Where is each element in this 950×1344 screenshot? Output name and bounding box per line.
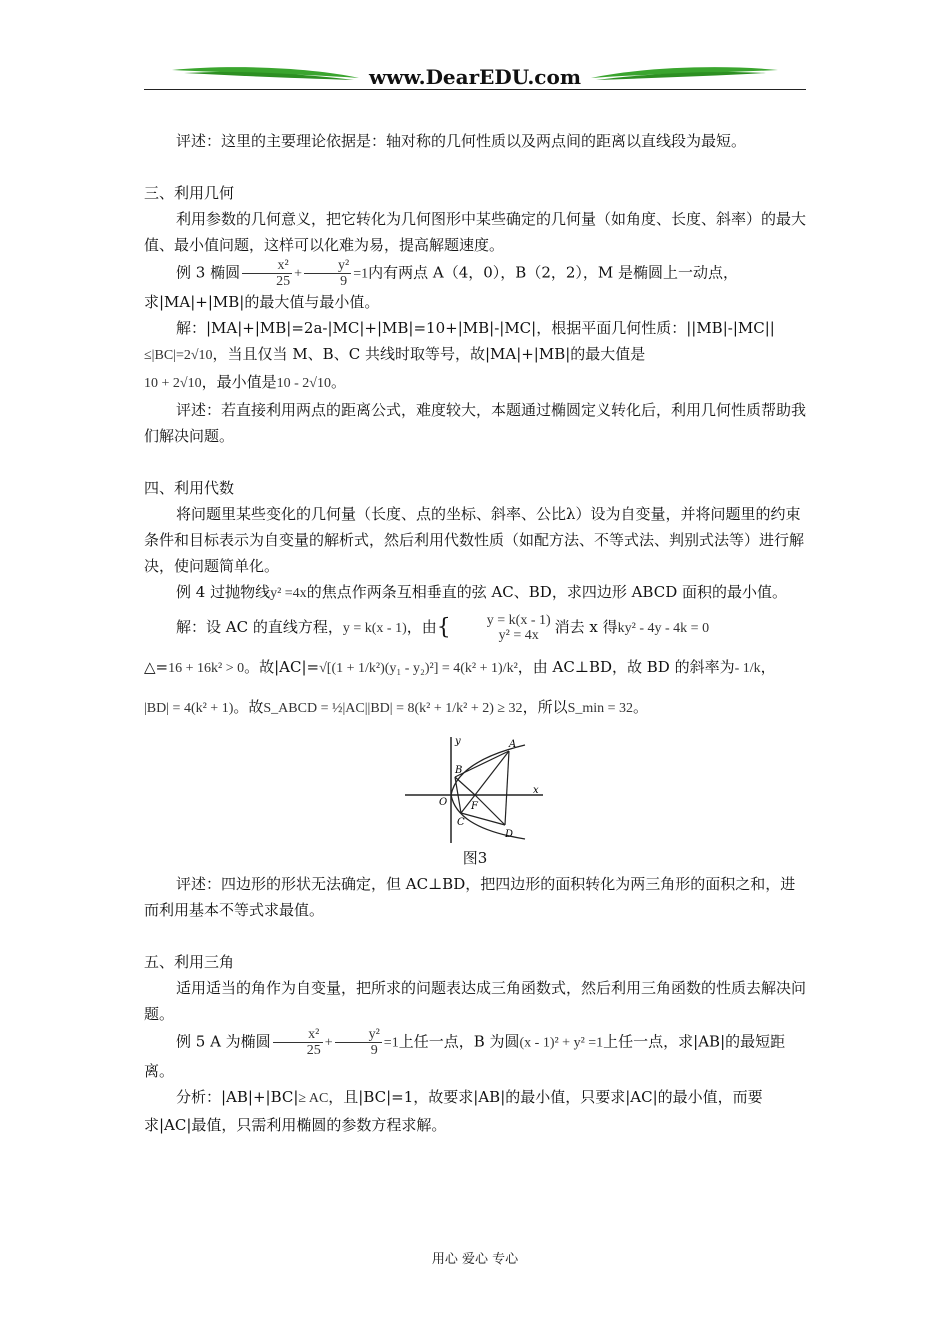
label-a: A bbox=[509, 739, 517, 750]
label-d: D bbox=[505, 829, 514, 840]
discriminant: 16 + 16k² > 0 bbox=[168, 661, 245, 676]
article-body bbox=[144, 128, 806, 1138]
example-3-lead: 例 3 椭圆 bbox=[176, 263, 241, 282]
min-area: S_min = 32 bbox=[567, 701, 634, 716]
ellipse-fraction-y: $\frac{\text{y²}}{9}$ bbox=[304, 258, 351, 289]
section-3-intro: 利用参数的几何意义，把它转化为几何图形中某些确定的几何量（如角度、长度、斜率）的最大值、最小值问题，这样可以化难为易，提高解题速度。 bbox=[144, 210, 807, 254]
review-4: 评述：四边形的形状无法确定，但 AC⊥BD，把四边形的面积转化为两三角形的面积之和，进而利用基本不等式求最值。 bbox=[144, 875, 796, 919]
label-y: y bbox=[455, 736, 461, 747]
label-x: x bbox=[533, 785, 539, 796]
parabola-equation: y² =4x bbox=[270, 586, 307, 601]
example-3: 例 3 椭圆 $\frac{\text{x²}}{25}$ + $\frac{\text{y²}}{9}$ =1内有两点 A（4，0），B（2，2），M 是椭圆上一动点，求|MA|+|MB|的最大值与最小值。 bbox=[144, 258, 739, 311]
section-heading-5: 五、利用三角 bbox=[144, 953, 235, 971]
solution-4-line-1: 解：设 AC 的直线方程，y = k(x - 1)，由{ y = k(x - 1) y² = 4x 消去 x 得ky² - 4y - 4k = 0 bbox=[176, 613, 710, 643]
section-heading-3: 三、利用几何 bbox=[144, 184, 235, 202]
solution-4-line-3: |BD| = 4(k² + 1)。故S_ABCD = ½|AC||BD| = 8(k² + 1/k² + 2) ≥ 32，所以S_min = 32。 bbox=[144, 698, 649, 716]
parabola-diagram bbox=[405, 735, 545, 845]
ac-length: √[(1 + 1/k²)(y₁ - y₂)²] = 4(k² + 1)/k² bbox=[319, 661, 518, 676]
example-3-text: 内有两点 A（4，0），B（2，2），M 是椭圆上一动点，求|MA|+|MB|的最大值与最小值。 bbox=[144, 263, 739, 311]
bc-bound: ≤|BC|=2√10 bbox=[144, 348, 213, 363]
equation-system: y = k(x - 1) y² = 4x bbox=[486, 613, 551, 643]
figure-3 bbox=[144, 735, 806, 871]
section-heading-4: 四、利用代数 bbox=[144, 479, 235, 497]
review-paragraph-1: 评述：这里的主要理论依据是：轴对称的几何性质以及两点间的距离以直线段为最短。 bbox=[176, 132, 747, 150]
solution-3: 解：|MA|+|MB|=2a-|MC|+|MB|=10+|MB|-|MC|，根据平面几何性质：||MB|-|MC|| bbox=[176, 319, 775, 337]
section-5-intro: 适用适当的角作为自变量，把所求的问题表达成三角函数式，然后利用三角函数的性质去解决问题。 bbox=[144, 979, 807, 1023]
section-4-intro: 将问题里某些变化的几何量（长度、点的坐标、斜率、公比λ）设为自变量，并将问题里的约束条件和目标表示为自变量的解析式，然后利用代数性质（如配方法、不等式法、判别式法等）进行解决，使问题简单化。 bbox=[144, 505, 805, 575]
area-expression: S_ABCD = ½|AC||BD| = 8(k² + 1/k² + 2) ≥ 32 bbox=[263, 701, 523, 716]
solution-4-line-2: △=16 + 16k² > 0。故|AC|=√[(1 + 1/k²)(y₁ - y₂)²] = 4(k² + 1)/k²，由 AC⊥BD，故 BD 的斜率为- 1/k， bbox=[144, 658, 776, 676]
bd-length: |BD| = 4(k² + 1) bbox=[144, 701, 234, 716]
dearedu-logo bbox=[144, 60, 806, 90]
figure-caption: 图3 bbox=[462, 849, 488, 867]
example-4: 例 4 过抛物线y² =4x的焦点作两条互相垂直的弦 AC、BD，求四边形 ABCD 面积的最小值。 bbox=[176, 583, 787, 601]
ellipse-fraction-x: $\frac{\text{x²}}{25}$ bbox=[242, 258, 292, 289]
min-value: 10 - 2√10 bbox=[276, 376, 331, 391]
label-o: O bbox=[439, 797, 448, 808]
logo-text: www.DearEDU.com bbox=[368, 65, 582, 89]
example-5: 例 5 A 为椭圆 $\frac{\text{x²}}{25}$ + $\frac{\text{y²}}{9}$ =1上任一点，B 为圆(x - 1)² + y² =1上任一点，求|AB|的最短距离。 bbox=[144, 1027, 786, 1080]
header-rule bbox=[144, 89, 806, 90]
review-3: 评述：若直接利用两点的距离公式，难度较大，本题通过椭圆定义转化后，利用几何性质帮助我们解决问题。 bbox=[144, 401, 807, 445]
eliminated-equation: ky² - 4y - 4k = 0 bbox=[617, 621, 710, 636]
page-footer: 用心 爱心 专心 bbox=[431, 1252, 519, 1267]
label-c: C bbox=[457, 817, 465, 828]
analysis-5: 分析：|AB|+|BC|≥ AC，且|BC|=1，故要求|AB|的最小值，只要求|AC|的最小值，而要求|AC|最值，只需利用椭圆的参数方程求解。 bbox=[144, 1088, 763, 1134]
label-b: B bbox=[455, 765, 463, 776]
max-value: 10 + 2√10 bbox=[144, 376, 202, 391]
solution-3-cont: ≤|BC|=2√10，当且仅当 M、B、C 共线时取等号，故|MA|+|MB|的最大值是 bbox=[144, 345, 646, 363]
bd-slope: - 1/k bbox=[734, 661, 761, 676]
circle-equation: (x - 1)² + y² =1 bbox=[519, 1035, 604, 1051]
solution-3-result: 10 + 2√10，最小值是10 - 2√10。 bbox=[144, 373, 346, 391]
label-f: F bbox=[471, 801, 478, 812]
page-header bbox=[144, 60, 806, 92]
